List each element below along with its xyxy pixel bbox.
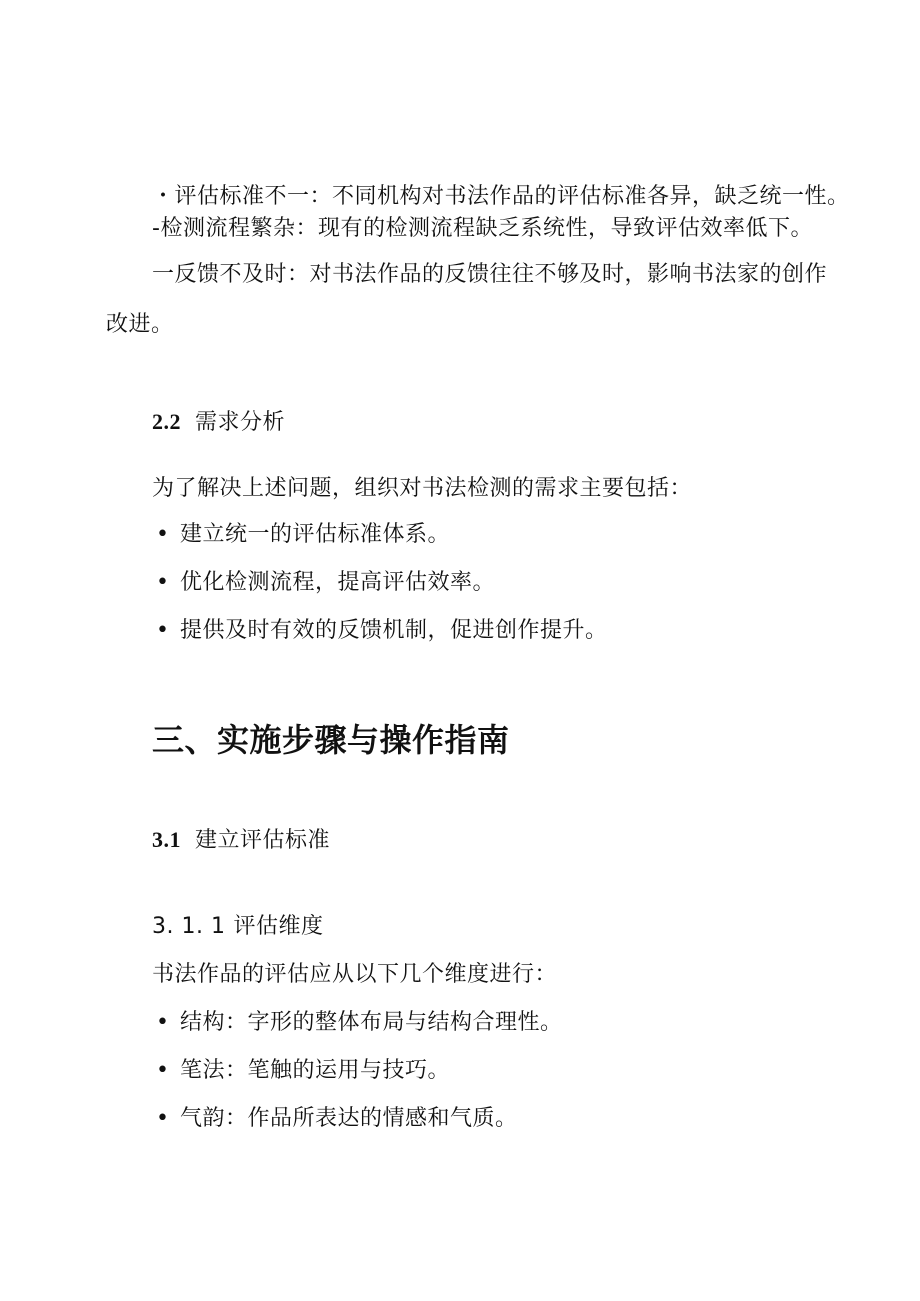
- bullet-icon: •: [156, 618, 170, 643]
- list-item-text: 优化检测流程，提高评估效率。: [180, 570, 496, 595]
- section-intro: 为了解决上述问题，组织对书法检测的需求主要包括：: [152, 476, 693, 501]
- chapter-heading: 三、实施步骤与操作指南: [152, 721, 510, 759]
- list-item-text: 气韵：作品所表达的情感和气质。: [180, 1106, 518, 1131]
- section-number: 3. 1. 1: [152, 914, 226, 939]
- bullet-icon: •: [156, 1106, 170, 1131]
- section-title: 评估维度: [233, 914, 324, 939]
- paragraph-line-evaluation-standard: ・评估标准不一：不同机构对书法作品的评估标准各异，缺乏统一性。: [152, 184, 850, 209]
- section-intro: 书法作品的评估应从以下几个维度进行：: [152, 962, 558, 987]
- bullet-icon: •: [156, 522, 170, 547]
- list-item: [156, 520, 450, 550]
- paragraph-line-feedback: 一反馈不及时：对书法作品的反馈往往不够及时，影响书法家的创作: [152, 262, 828, 287]
- section-title: 建立评估标准: [195, 828, 331, 853]
- section-heading-3-1: [152, 825, 330, 856]
- section-number: 3.1: [152, 827, 181, 852]
- section-heading-3-1-1: [152, 912, 323, 942]
- paragraph-line-detection-process: -检测流程繁杂：现有的检测流程缺乏系统性，导致评估效率低下。: [152, 216, 813, 241]
- section-title: 需求分析: [195, 410, 286, 435]
- list-item: [156, 616, 608, 646]
- list-item-text: 笔法：笔触的运用与技巧。: [180, 1058, 451, 1083]
- list-item-text: 结构：字形的整体布局与结构合理性。: [180, 1010, 563, 1035]
- list-item: [156, 1008, 563, 1038]
- list-item: [156, 568, 495, 598]
- list-item: [156, 1056, 450, 1086]
- section-number: 2.2: [152, 409, 181, 434]
- list-item-text: 建立统一的评估标准体系。: [180, 522, 451, 547]
- paragraph-line-continuation: 改进。: [106, 312, 174, 337]
- bullet-icon: •: [156, 570, 170, 595]
- list-item-text: 提供及时有效的反馈机制，促进创作提升。: [180, 618, 608, 643]
- bullet-icon: •: [156, 1058, 170, 1083]
- bullet-icon: •: [156, 1010, 170, 1035]
- list-item: [156, 1104, 518, 1134]
- section-heading-2-2: [152, 407, 285, 438]
